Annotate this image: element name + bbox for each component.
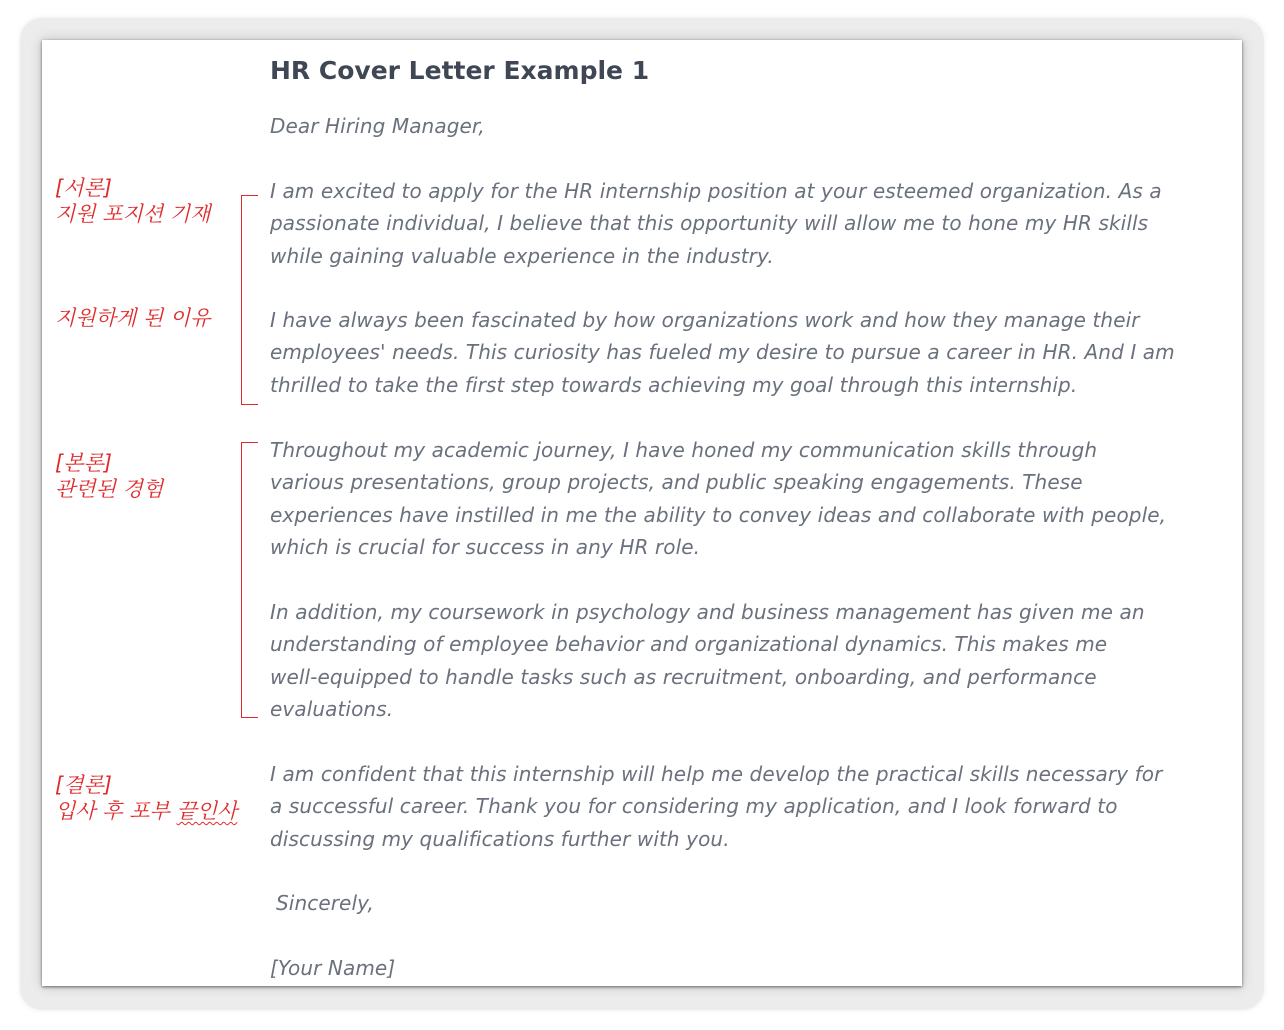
annotation-body-experience: 관련된 경험 bbox=[55, 477, 164, 501]
closing: Sincerely, bbox=[276, 891, 374, 915]
salutation: Dear Hiring Manager, bbox=[270, 114, 485, 138]
text-line: I have always been fascinated by how organizations work and how they manage their bbox=[270, 308, 1140, 332]
paragraph-body-coursework bbox=[270, 596, 1232, 726]
text-line: I am excited to apply for the HR internship position at your esteemed organization. As a bbox=[270, 179, 1162, 203]
text-line: I am confident that this internship will help me develop the practical skills necessary for bbox=[270, 762, 1163, 786]
text-line: discussing my qualifications further with you. bbox=[270, 826, 730, 851]
paragraph-intro-position bbox=[270, 175, 1232, 272]
text-line: thrilled to take the first step towards achieving my goal through this internship. bbox=[270, 372, 1078, 397]
text-line: well-equipped to handle tasks such as recruitment, onboarding, and performance bbox=[270, 664, 1097, 689]
text-line: experiences have instilled in me the ability to convey ideas and collaborate with people, bbox=[270, 502, 1167, 527]
annotation-conclusion-closing-word: 끝인사 bbox=[176, 799, 238, 823]
text-line: Throughout my academic journey, I have honed my communication skills through bbox=[270, 438, 1098, 462]
text-line: passionate individual, I believe that this opportunity will allow me to hone my HR skills bbox=[270, 211, 1149, 236]
annotation-intro-reason: 지원하게 된 이유 bbox=[55, 306, 211, 330]
text-line: a successful career. Thank you for considering my application, and I look forward to bbox=[270, 794, 1118, 819]
signature: [Your Name] bbox=[270, 956, 396, 980]
text-line: In addition, my coursework in psychology and business management has given me an bbox=[270, 600, 1145, 624]
text-line: employees' needs. This curiosity has fueled my desire to pursue a career in HR. And I am bbox=[270, 340, 1175, 365]
body-bracket bbox=[241, 442, 258, 718]
annotation-intro-position: 지원 포지션 기재 bbox=[55, 202, 211, 226]
annotation-conclusion-items bbox=[55, 798, 237, 824]
text-line: evaluations. bbox=[270, 697, 394, 722]
paragraph-conclusion bbox=[270, 758, 1232, 855]
text-line: various presentations, group projects, and public speaking engagements. These bbox=[270, 470, 1083, 495]
document-page bbox=[42, 40, 1242, 986]
intro-bracket bbox=[241, 195, 258, 405]
paragraph-body-experience bbox=[270, 434, 1232, 564]
text-line: while gaining valuable experience in the industry. bbox=[270, 243, 774, 268]
annotation-conclusion-aspiration: 입사 후 포부 bbox=[55, 799, 177, 823]
text-line: which is crucial for success in any HR role. bbox=[270, 535, 701, 560]
annotation-body-label: [본론] bbox=[55, 451, 112, 475]
paragraph-intro-motivation bbox=[270, 304, 1232, 401]
document-title: HR Cover Letter Example 1 bbox=[270, 56, 650, 85]
text-line: understanding of employee behavior and organizational dynamics. This makes me bbox=[270, 632, 1108, 657]
annotation-conclusion-label: [결론] bbox=[55, 773, 112, 797]
annotation-intro-label: [서론] bbox=[55, 176, 112, 200]
